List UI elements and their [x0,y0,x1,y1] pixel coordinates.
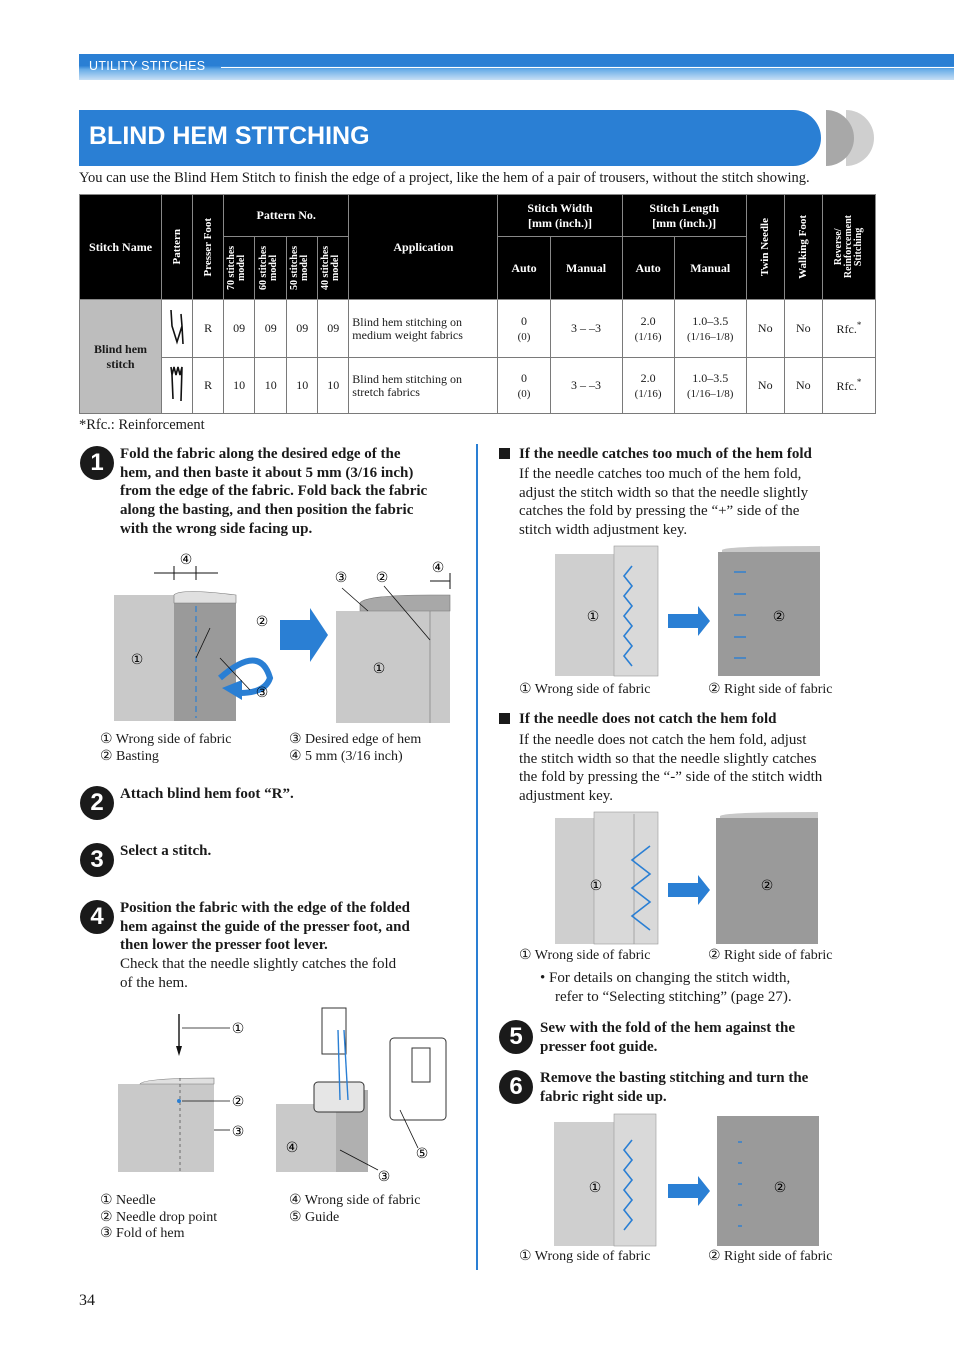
length-manual-cell: 1.0–3.5 (1/16–1/8) [674,300,746,358]
twin-cell: No [746,358,784,414]
fig4-caption-1: ① Needle [100,1193,156,1208]
no-cell: 10 [318,358,349,414]
section-label: UTILITY STITCHES [89,59,206,73]
step-number-2: 2 [80,786,114,820]
callout-3: ③ [334,569,348,585]
callout-2: ② [772,608,786,624]
width-auto-cell: 0 (0) [498,358,550,414]
stitch-table [79,194,876,414]
width-manual-cell: 3 – –3 [550,358,622,414]
fig-too-much-caption-1: ① Wrong side of fabric [519,682,651,697]
step-number-4: 4 [80,900,114,934]
th-stitch-name: Stitch Name [80,195,162,300]
square-bullet-icon [499,448,510,459]
fig-needle-position [100,1000,460,1190]
needle-drop-point [177,1099,181,1103]
arrow-icon [668,875,710,905]
step-6-text: Remove the basting stitching and turn the fabric right side up. [540,1070,809,1105]
walking-cell: No [784,358,822,414]
step-number-3: 3 [80,843,114,877]
th-model-40: 40 stitches model [318,237,349,300]
callout-2: ② [231,1093,245,1109]
th-walking-foot: Walking Foot [784,195,822,300]
reverse-cell: Rfc.* [822,358,875,414]
title-bar [79,110,821,166]
step-number-1: 1 [80,446,114,480]
th-model-50: 50 stitches model [287,237,318,300]
arrow-icon [668,606,710,636]
th-pattern: Pattern [162,195,193,300]
fig1-caption-2: ② Basting [100,749,159,764]
paragraph-not-catch: If the needle does not catch the hem fold, adjust the stitch width so that the needle slightly catches the fold by pressing the “-” side of the stitch width adjustment key. [519,732,823,805]
no-cell: 10 [255,358,287,414]
bullet-note: • For details on changing the stitch width, refer to “Selecting stitching” (page 27). [540,970,792,1005]
no-cell: 10 [224,358,255,414]
th-width-manual: Manual [550,237,622,300]
walking-cell: No [784,300,822,358]
th-length-manual: Manual [674,237,746,300]
arrow-icon [280,608,328,662]
fig1-caption-4: ④ 5 mm (3/16 inch) [289,749,403,764]
fig1-caption-3: ③ Desired edge of hem [289,732,422,747]
intro-text: You can use the Blind Hem Stitch to finish the edge of a project, like the hem of a pair of trousers, without the stitch showing. [79,170,810,186]
no-cell: 09 [255,300,287,358]
application-cell: Blind hem stitching on stretch fabrics [349,358,498,414]
fig-too-much-caption-2: ② Right side of fabric [708,682,833,697]
th-presser-foot: Presser Foot [193,195,224,300]
callout-4: ④ [431,559,445,575]
no-cell: 09 [287,300,318,358]
fig-too-much [540,542,830,678]
th-stitch-length: Stitch Length [mm (inch.)] [622,195,746,237]
fig-finished-caption-1: ① Wrong side of fabric [519,1249,651,1264]
callout-1: ① [586,608,600,624]
table-row [80,300,876,358]
foot-cell: R [193,300,224,358]
callout-4: ④ [285,1139,299,1155]
header-rule [221,67,954,68]
paragraph-too-much: If the needle catches too much of the hem fold, adjust the stitch width so that the needle slightly catches the fold by pressing the “+” side of the stitch width adjustment key. [519,466,809,539]
reverse-cell: Rfc.* [822,300,875,358]
callout-1: ① [130,651,144,667]
square-bullet-icon [499,713,510,724]
callout-1: ① [588,1179,602,1195]
fig-not-catch-caption-1: ① Wrong side of fabric [519,948,651,963]
step-number-5: 5 [499,1020,533,1054]
table-row [80,358,876,414]
callout-1: ① [372,660,386,676]
callout-2: ② [773,1179,787,1195]
callout-3: ③ [377,1168,391,1184]
step-number-6: 6 [499,1070,533,1104]
callout-4: ④ [179,551,193,567]
step-5-text: Sew with the fold of the hem against the presser foot guide. [540,1020,795,1055]
th-application: Application [349,195,498,300]
fig-not-catch-caption-2: ② Right side of fabric [708,948,833,963]
th-length-auto: Auto [622,237,674,300]
presser-foot-shank [322,1008,346,1054]
th-width-auto: Auto [498,237,550,300]
page-number: 34 [79,1292,95,1309]
stitch-name-cell: Blind hem stitch [80,300,162,414]
foot-cell: R [193,358,224,414]
fig4-caption-3: ③ Fold of hem [100,1226,185,1241]
width-manual-cell: 3 – –3 [550,300,622,358]
fig1-caption-1: ① Wrong side of fabric [100,732,232,747]
fig-not-catch [540,808,830,946]
arrow-icon [668,1176,710,1206]
callout-5: ⑤ [415,1145,429,1161]
section-header [79,54,954,80]
step-4-text: Position the fabric with the edge of the folded hem against the guide of the presser foot, and then lower the presser foot lever. Check that the needle slightly catches the fold of the hem. [120,900,410,991]
step-1-text: Fold the fabric along the desired edge of the hem, and then baste it about 5 mm (3/16 inch) from the edge of the fabric. Fold back the fabric along the basting, and then position the fabric with the wrong side facing up. [120,446,428,537]
callout-1: ① [231,1020,245,1036]
fig4-caption-4: ④ Wrong side of fabric [289,1193,421,1208]
fig-fold-and-baste [100,548,460,728]
subheading-too-much: If the needle catches too much of the hem fold [519,446,812,462]
th-stitch-width: Stitch Width [mm (inch.)] [498,195,622,237]
fig-finished [540,1110,830,1248]
callout-3: ③ [255,684,269,700]
callout-2: ② [375,569,389,585]
callout-3: ③ [231,1123,245,1139]
th-model-60: 60 stitches model [255,237,287,300]
length-auto-cell: 2.0 (1/16) [622,300,674,358]
page-title: BLIND HEM STITCHING [89,122,370,150]
length-auto-cell: 2.0 (1/16) [622,358,674,414]
callout-1: ① [589,877,603,893]
fig-finished-caption-2: ② Right side of fabric [708,1249,833,1264]
pattern-icon-blind-hem [162,300,193,358]
th-twin-needle: Twin Needle [746,195,784,300]
fig4-caption-5: ⑤ Guide [289,1210,340,1225]
pattern-icon-stretch-blind-hem [162,358,193,414]
step-2-text: Attach blind hem foot “R”. [120,786,294,802]
no-cell: 10 [287,358,318,414]
no-cell: 09 [318,300,349,358]
twin-cell: No [746,300,784,358]
length-manual-cell: 1.0–3.5 (1/16–1/8) [674,358,746,414]
width-auto-cell: 0 (0) [498,300,550,358]
th-pattern-no: Pattern No. [224,195,349,237]
folded-hem [174,603,236,721]
callout-2: ② [255,613,269,629]
no-cell: 09 [224,300,255,358]
th-reverse: Reverse/ Reinforcement Stitching [822,195,875,300]
step-3-text: Select a stitch. [120,843,212,859]
callout-2: ② [760,877,774,893]
table-footnote: *Rfc.: Reinforcement [79,417,205,433]
th-model-70: 70 stitches model [224,237,255,300]
column-divider [476,444,478,1270]
subheading-not-catch: If the needle does not catch the hem fold [519,711,777,727]
application-cell: Blind hem stitching on medium weight fabrics [349,300,498,358]
presser-foot-detail [390,1038,446,1120]
fig4-caption-2: ② Needle drop point [100,1210,218,1225]
